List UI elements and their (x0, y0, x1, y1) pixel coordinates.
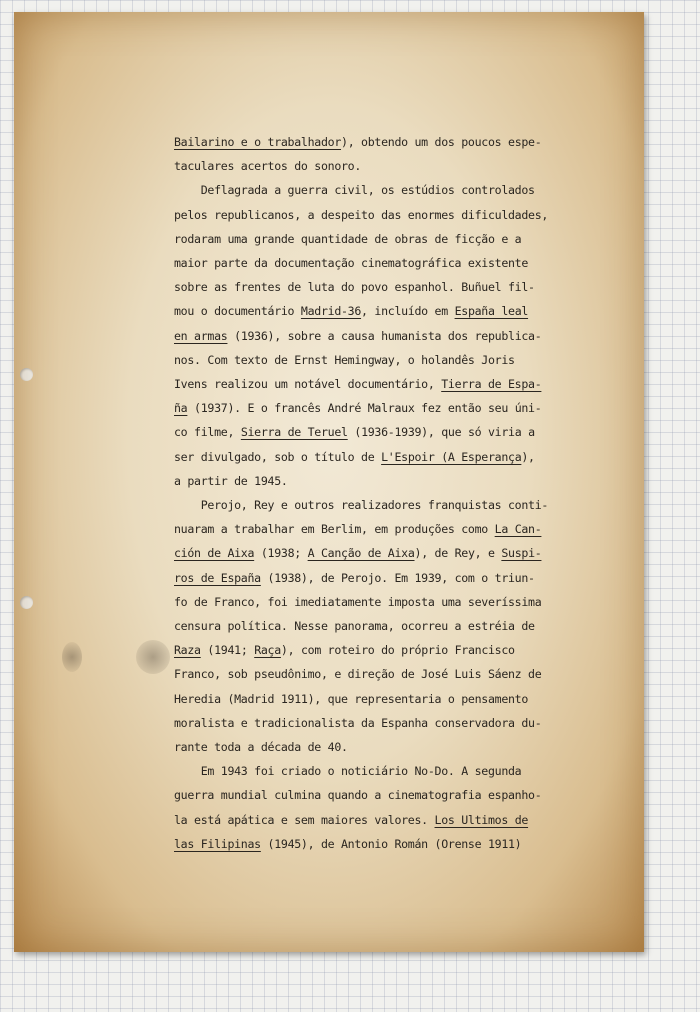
text-segment: (1941; (200, 643, 255, 658)
text-line (174, 324, 599, 348)
text-segment: nuaram a trabalhar em Berlim, em produções como (174, 522, 495, 537)
underlined-title: Madrid-36 (300, 304, 362, 319)
underlined-title: las Filipinas (174, 836, 261, 851)
text-segment: ), com roteiro do próprio Francisco (280, 643, 515, 658)
text-line (174, 130, 599, 154)
text-segment: rodaram uma grande quantidade de obras de ficção e a (174, 231, 522, 246)
text-segment: (1937). E o francês André Malraux fez então seu úni- (187, 401, 542, 416)
text-line (174, 203, 599, 227)
text-line (174, 420, 599, 444)
ink-smudge (62, 642, 82, 672)
text-segment: (1945), de Antonio Román (Orense 1911) (260, 836, 522, 851)
text-line (174, 517, 599, 541)
text-line (174, 711, 599, 735)
text-segment: sobre as frentes de luta do povo espanhol. Buñuel fil- (174, 280, 535, 295)
punch-hole (20, 368, 33, 381)
text-segment: Deflagrada a guerra civil, os estúdios controlados (174, 183, 535, 198)
underlined-title: Tierra de Espa- (441, 377, 542, 392)
text-segment: (1936), sobre a causa humanista dos republica- (227, 328, 542, 343)
text-segment: (1936-1939), que só viria a (347, 425, 535, 440)
text-segment: co filme, (174, 425, 241, 440)
text-segment: (1938; (254, 546, 308, 561)
text-segment: pelos republicanos, a despeito das enormes dificuldades, (174, 207, 549, 222)
text-line (174, 178, 599, 202)
text-line (174, 469, 599, 493)
text-line (174, 759, 599, 783)
text-line (174, 372, 599, 396)
text-segment: fo de Franco, foi imediatamente imposta uma severíssima (174, 594, 542, 609)
underlined-title: Raza (174, 643, 201, 658)
text-line (174, 251, 599, 275)
text-line (174, 614, 599, 638)
ink-smudge (136, 640, 170, 674)
text-line (174, 275, 599, 299)
text-segment: Franco, sob pseudônimo, e direção de José Luis Sáenz de (174, 667, 542, 682)
text-line (174, 735, 599, 759)
text-segment: la está apática e sem maiores valores. (174, 812, 435, 827)
underlined-title: en armas (174, 328, 228, 343)
underlined-title: Sierra de Teruel (240, 425, 348, 440)
text-line (174, 154, 599, 178)
text-line (174, 662, 599, 686)
underlined-title: España leal (454, 304, 529, 319)
text-line (174, 832, 599, 856)
text-segment: censura política. Nesse panorama, ocorreu a estréia de (174, 619, 535, 634)
text-segment: taculares acertos do sonoro. (174, 159, 362, 174)
text-segment: Perojo, Rey e outros realizadores franquistas conti- (174, 498, 549, 513)
text-segment: rante toda a década de 40. (174, 740, 348, 755)
underlined-title: A Canção de Aixa (307, 546, 415, 561)
text-segment: guerra mundial culmina quando a cinematografia espanho- (174, 788, 542, 803)
text-segment: a partir de 1945. (174, 473, 288, 488)
text-segment: moralista e tradicionalista da Espanha conservadora du- (174, 715, 542, 730)
text-line (174, 348, 599, 372)
underlined-title: ción de Aixa (174, 546, 255, 561)
text-line (174, 638, 599, 662)
text-line (174, 783, 599, 807)
text-segment: Ivens realizou um notável documentário, (174, 377, 442, 392)
text-segment: ), de Rey, e (414, 546, 502, 561)
text-segment: Heredia (Madrid 1911), que representaria o pensamento (174, 691, 529, 706)
typed-text-body (174, 130, 599, 856)
text-segment: ), (521, 449, 535, 464)
text-line (174, 590, 599, 614)
text-segment: , incluído em (361, 304, 455, 319)
text-line (174, 566, 599, 590)
underlined-title: L'Espoir (A Esperança (381, 449, 522, 464)
text-line (174, 299, 599, 323)
text-line (174, 493, 599, 517)
underlined-title: Los Ultimos de (434, 812, 529, 827)
underlined-title: Bailarino e o trabalhador (174, 135, 342, 149)
text-line (174, 687, 599, 711)
text-segment: maior parte da documentação cinematográfica existente (174, 256, 529, 271)
text-segment: (1938), de Perojo. Em 1939, com o triun- (260, 570, 535, 585)
text-line (174, 396, 599, 420)
text-line (174, 541, 599, 565)
underlined-title: Suspi- (501, 546, 542, 561)
underlined-title: Raça (254, 643, 281, 658)
punch-hole (20, 596, 33, 609)
underlined-title: ros de España (174, 570, 261, 585)
text-line (174, 808, 599, 832)
text-line (174, 445, 599, 469)
text-segment: ), obtendo um dos poucos espe- (341, 135, 542, 149)
text-line (174, 227, 599, 251)
text-segment: mou o documentário (174, 304, 301, 319)
text-segment: nos. Com texto de Ernst Hemingway, o holandês Joris (174, 352, 515, 367)
text-segment: Em 1943 foi criado o noticiário No-Do. A segunda (174, 764, 522, 779)
underlined-title: ña (174, 401, 188, 416)
text-segment: ser divulgado, sob o título de (174, 449, 382, 464)
underlined-title: La Can- (494, 522, 542, 537)
